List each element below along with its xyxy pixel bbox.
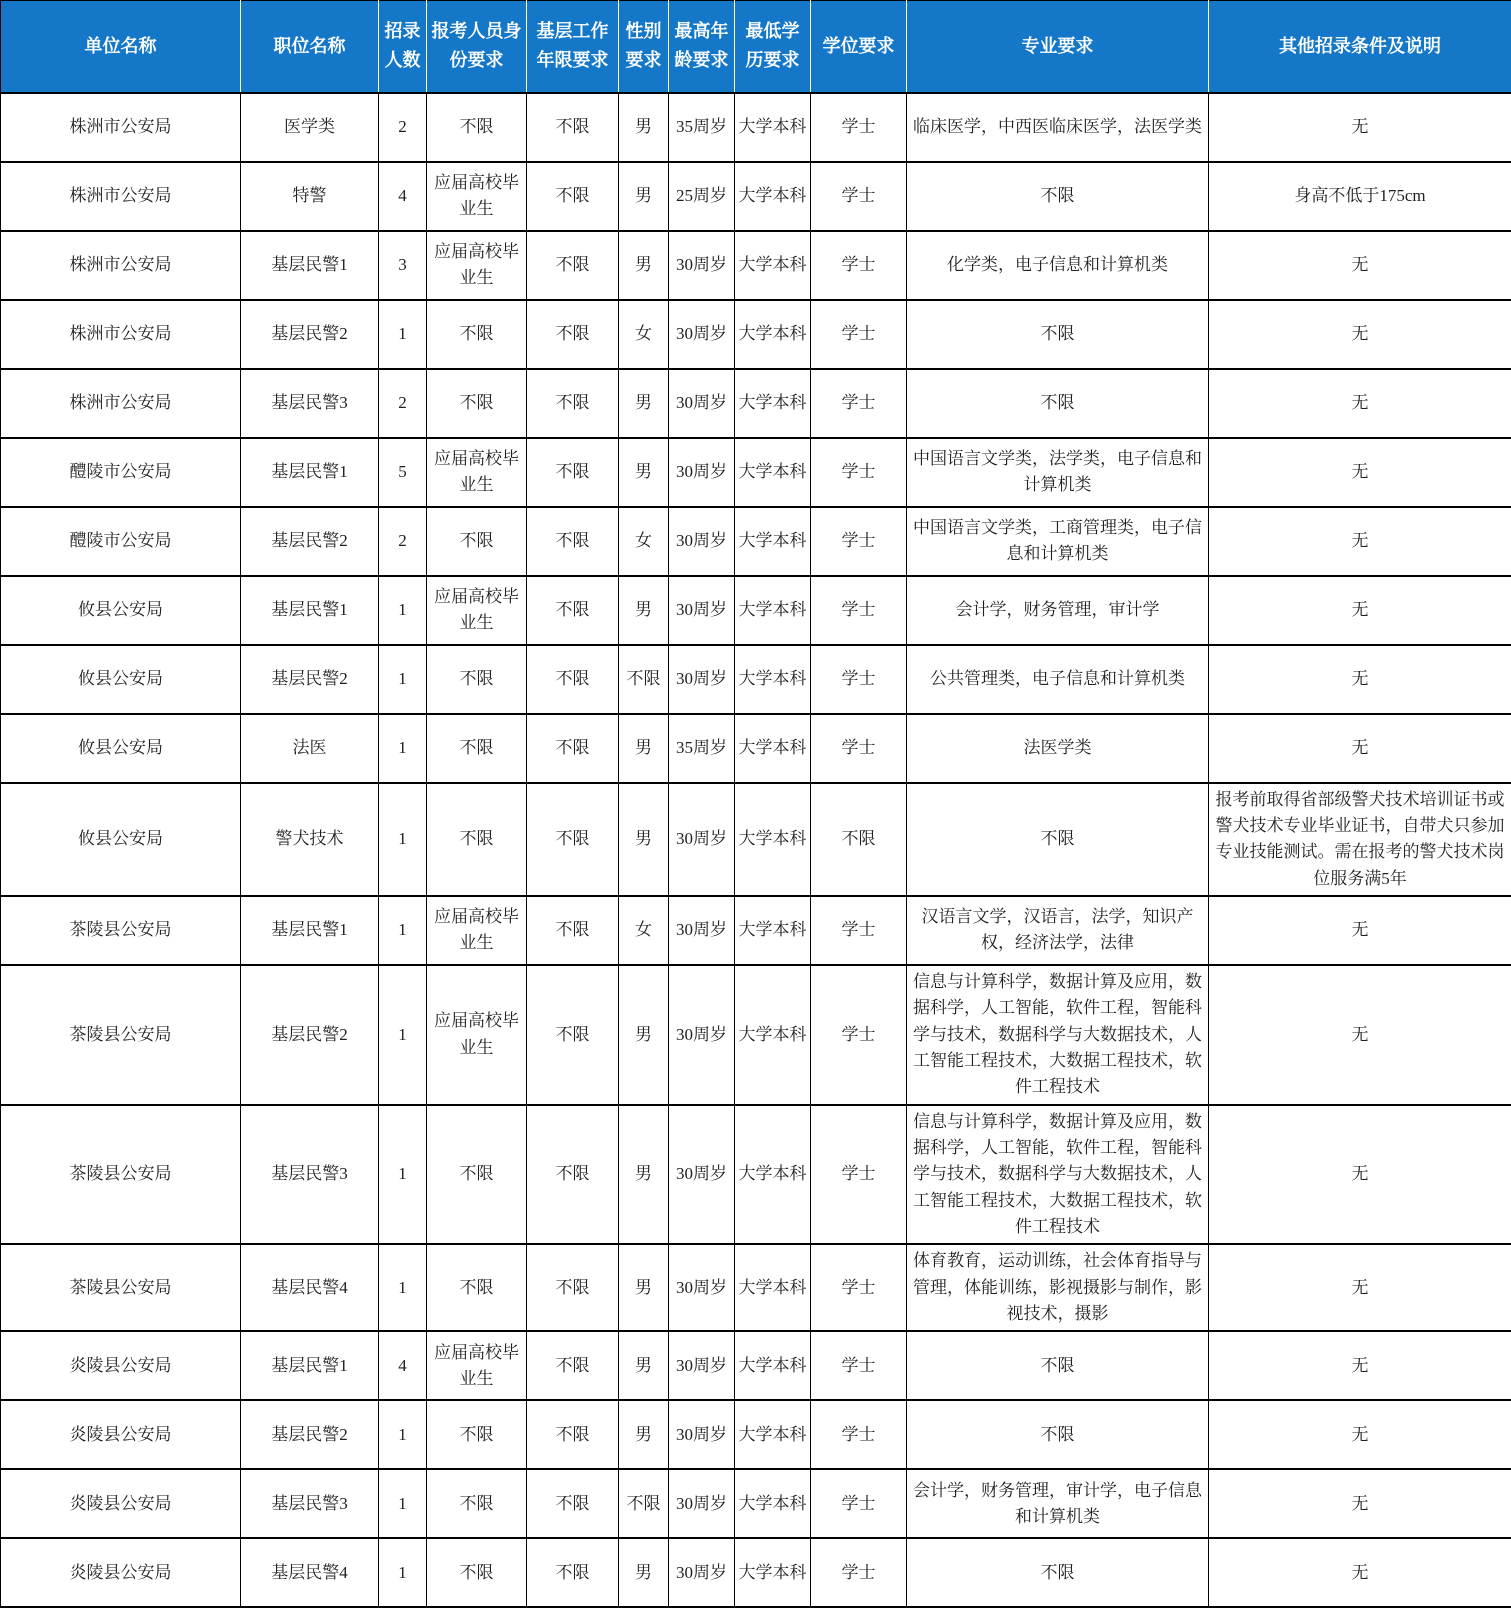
table-cell: 应届高校毕业生 [427, 965, 527, 1105]
table-cell: 1 [379, 896, 427, 965]
table-cell: 30周岁 [669, 1400, 735, 1469]
table-cell: 不限 [427, 714, 527, 783]
table-cell: 30周岁 [669, 896, 735, 965]
table-row [1, 783, 1511, 896]
table-cell: 大学本科 [735, 714, 811, 783]
table-cell: 男 [619, 965, 669, 1105]
table-cell: 基层民警1 [241, 231, 379, 300]
table-row [1, 438, 1511, 507]
table-cell: 无 [1209, 507, 1511, 576]
table-cell: 30周岁 [669, 1469, 735, 1538]
table-cell: 化学类，电子信息和计算机类 [907, 231, 1209, 300]
table-cell: 不限 [527, 1469, 619, 1538]
table-cell: 30周岁 [669, 645, 735, 714]
table-cell: 身高不低于175cm [1209, 162, 1511, 231]
table-cell: 学士 [811, 1331, 907, 1400]
table-cell: 不限 [907, 1400, 1209, 1469]
table-cell: 5 [379, 438, 427, 507]
table-cell: 攸县公安局 [1, 714, 241, 783]
table-cell: 不限 [907, 1331, 1209, 1400]
table-cell: 不限 [427, 1400, 527, 1469]
table-cell: 30周岁 [669, 438, 735, 507]
table-cell: 学士 [811, 93, 907, 162]
table-cell: 临床医学，中西医临床医学，法医学类 [907, 93, 1209, 162]
table-cell: 4 [379, 1331, 427, 1400]
table-cell: 不限 [427, 1538, 527, 1607]
table-cell: 应届高校毕业生 [427, 1331, 527, 1400]
table-cell: 无 [1209, 300, 1511, 369]
table-cell: 株洲市公安局 [1, 162, 241, 231]
table-cell: 公共管理类，电子信息和计算机类 [907, 645, 1209, 714]
column-header-4: 基层工作年限要求 [527, 1, 619, 93]
table-cell: 不限 [527, 1538, 619, 1607]
table-cell: 不限 [527, 1244, 619, 1331]
table-cell: 体育教育，运动训练，社会体育指导与管理，体能训练，影视摄影与制作，影视技术，摄影 [907, 1244, 1209, 1331]
table-cell: 1 [379, 645, 427, 714]
table-cell: 茶陵县公安局 [1, 965, 241, 1105]
table-row [1, 93, 1511, 162]
table-cell: 学士 [811, 965, 907, 1105]
table-cell: 大学本科 [735, 1244, 811, 1331]
table-cell: 大学本科 [735, 1469, 811, 1538]
table-cell: 攸县公安局 [1, 783, 241, 896]
table-cell: 不限 [907, 1538, 1209, 1607]
table-cell: 会计学，财务管理，审计学，电子信息和计算机类 [907, 1469, 1209, 1538]
table-cell: 特警 [241, 162, 379, 231]
table-cell: 不限 [527, 369, 619, 438]
table-cell: 不限 [427, 783, 527, 896]
table-cell: 不限 [427, 645, 527, 714]
table-cell: 株洲市公安局 [1, 300, 241, 369]
table-cell: 基层民警2 [241, 645, 379, 714]
table-cell: 无 [1209, 1244, 1511, 1331]
table-cell: 基层民警4 [241, 1244, 379, 1331]
table-cell: 不限 [427, 507, 527, 576]
table-row [1, 162, 1511, 231]
table-cell: 应届高校毕业生 [427, 162, 527, 231]
table-cell: 学士 [811, 438, 907, 507]
table-cell: 攸县公安局 [1, 645, 241, 714]
table-cell: 茶陵县公安局 [1, 896, 241, 965]
table-cell: 女 [619, 896, 669, 965]
table-cell: 不限 [527, 645, 619, 714]
table-cell: 基层民警1 [241, 1331, 379, 1400]
table-cell: 应届高校毕业生 [427, 896, 527, 965]
column-header-6: 最高年龄要求 [669, 1, 735, 93]
table-cell: 醴陵市公安局 [1, 507, 241, 576]
table-cell: 学士 [811, 300, 907, 369]
table-cell: 男 [619, 231, 669, 300]
column-header-5: 性别要求 [619, 1, 669, 93]
table-cell: 30周岁 [669, 576, 735, 645]
table-cell: 不限 [907, 300, 1209, 369]
table-cell: 大学本科 [735, 231, 811, 300]
table-cell: 1 [379, 1244, 427, 1331]
table-cell: 大学本科 [735, 162, 811, 231]
table-cell: 男 [619, 576, 669, 645]
table-row [1, 1400, 1511, 1469]
table-cell: 无 [1209, 714, 1511, 783]
table-cell: 不限 [527, 231, 619, 300]
table-cell: 无 [1209, 369, 1511, 438]
table-cell: 警犬技术 [241, 783, 379, 896]
table-cell: 基层民警2 [241, 300, 379, 369]
table-cell: 不限 [527, 783, 619, 896]
table-cell: 基层民警1 [241, 438, 379, 507]
table-cell: 25周岁 [669, 162, 735, 231]
table-cell: 学士 [811, 1469, 907, 1538]
table-cell: 不限 [619, 1469, 669, 1538]
table-cell: 不限 [907, 162, 1209, 231]
table-cell: 学士 [811, 1244, 907, 1331]
table-cell: 大学本科 [735, 507, 811, 576]
table-cell: 基层民警2 [241, 507, 379, 576]
table-cell: 1 [379, 1469, 427, 1538]
column-header-3: 报考人员身份要求 [427, 1, 527, 93]
table-cell: 基层民警3 [241, 1105, 379, 1245]
table-row [1, 1331, 1511, 1400]
table-row [1, 896, 1511, 965]
table-cell: 无 [1209, 1105, 1511, 1245]
table-cell: 无 [1209, 1469, 1511, 1538]
table-row [1, 1244, 1511, 1331]
table-cell: 男 [619, 714, 669, 783]
table-cell: 大学本科 [735, 576, 811, 645]
table-cell: 2 [379, 369, 427, 438]
table-cell: 学士 [811, 576, 907, 645]
table-cell: 男 [619, 1105, 669, 1245]
table-cell: 男 [619, 93, 669, 162]
table-header [1, 1, 1511, 93]
table-cell: 茶陵县公安局 [1, 1244, 241, 1331]
table-row [1, 507, 1511, 576]
table-cell: 无 [1209, 1400, 1511, 1469]
table-cell: 30周岁 [669, 369, 735, 438]
table-cell: 男 [619, 438, 669, 507]
header-row [1, 1, 1511, 93]
table-cell: 30周岁 [669, 231, 735, 300]
table-cell: 男 [619, 369, 669, 438]
table-cell: 基层民警2 [241, 965, 379, 1105]
table-cell: 大学本科 [735, 1331, 811, 1400]
table-cell: 茶陵县公安局 [1, 1105, 241, 1245]
table-cell: 1 [379, 1538, 427, 1607]
table-cell: 30周岁 [669, 783, 735, 896]
table-cell: 无 [1209, 1538, 1511, 1607]
table-cell: 法医 [241, 714, 379, 783]
table-cell: 不限 [527, 965, 619, 1105]
table-cell: 无 [1209, 438, 1511, 507]
table-cell: 学士 [811, 231, 907, 300]
table-cell: 男 [619, 162, 669, 231]
table-cell: 法医学类 [907, 714, 1209, 783]
table-cell: 学士 [811, 162, 907, 231]
table-cell: 不限 [527, 300, 619, 369]
table-cell: 不限 [527, 576, 619, 645]
table-cell: 30周岁 [669, 507, 735, 576]
table-cell: 会计学，财务管理，审计学 [907, 576, 1209, 645]
table-cell: 不限 [427, 1244, 527, 1331]
table-cell: 无 [1209, 93, 1511, 162]
table-cell: 不限 [527, 896, 619, 965]
table-cell: 男 [619, 1244, 669, 1331]
table-row [1, 714, 1511, 783]
table-cell: 35周岁 [669, 93, 735, 162]
table-cell: 大学本科 [735, 783, 811, 896]
table-cell: 基层民警1 [241, 576, 379, 645]
table-cell: 不限 [527, 714, 619, 783]
table-cell: 不限 [527, 1331, 619, 1400]
table-cell: 不限 [427, 1105, 527, 1245]
table-cell: 炎陵县公安局 [1, 1538, 241, 1607]
table-cell: 无 [1209, 1331, 1511, 1400]
column-header-7: 最低学历要求 [735, 1, 811, 93]
table-cell: 信息与计算科学，数据计算及应用，数据科学，人工智能，软件工程，智能科学与技术，数据科学与大数据技术，人工智能工程技术，大数据工程技术，软件工程技术 [907, 1105, 1209, 1245]
table-cell: 大学本科 [735, 1105, 811, 1245]
table-cell: 男 [619, 1331, 669, 1400]
table-cell: 不限 [527, 438, 619, 507]
table-cell: 1 [379, 576, 427, 645]
table-row [1, 369, 1511, 438]
table-cell: 医学类 [241, 93, 379, 162]
table-cell: 不限 [427, 1469, 527, 1538]
table-cell: 基层民警3 [241, 369, 379, 438]
column-header-0: 单位名称 [1, 1, 241, 93]
table-cell: 不限 [427, 93, 527, 162]
table-cell: 学士 [811, 369, 907, 438]
table-cell: 1 [379, 1400, 427, 1469]
table-cell: 无 [1209, 896, 1511, 965]
table-cell: 大学本科 [735, 369, 811, 438]
table-body [1, 93, 1511, 1608]
table-cell: 1 [379, 783, 427, 896]
table-cell: 不限 [811, 783, 907, 896]
table-cell: 基层民警4 [241, 1538, 379, 1607]
column-header-1: 职位名称 [241, 1, 379, 93]
table-cell: 不限 [619, 645, 669, 714]
table-cell: 女 [619, 507, 669, 576]
table-cell: 基层民警2 [241, 1400, 379, 1469]
table-cell: 大学本科 [735, 645, 811, 714]
column-header-10: 其他招录条件及说明 [1209, 1, 1511, 93]
table-row [1, 231, 1511, 300]
table-cell: 女 [619, 300, 669, 369]
table-row [1, 576, 1511, 645]
table-cell: 基层民警1 [241, 896, 379, 965]
table-cell: 大学本科 [735, 896, 811, 965]
table-cell: 学士 [811, 1538, 907, 1607]
table-cell: 不限 [527, 162, 619, 231]
table-cell: 不限 [527, 1400, 619, 1469]
table-cell: 3 [379, 231, 427, 300]
table-cell: 不限 [527, 1105, 619, 1245]
table-cell: 株洲市公安局 [1, 231, 241, 300]
table-row [1, 1105, 1511, 1245]
table-cell: 30周岁 [669, 1244, 735, 1331]
table-cell: 不限 [907, 783, 1209, 896]
table-cell: 炎陵县公安局 [1, 1331, 241, 1400]
table-cell: 学士 [811, 507, 907, 576]
table-cell: 炎陵县公安局 [1, 1400, 241, 1469]
table-cell: 2 [379, 93, 427, 162]
table-cell: 30周岁 [669, 300, 735, 369]
table-row [1, 1469, 1511, 1538]
table-cell: 1 [379, 714, 427, 783]
table-cell: 大学本科 [735, 965, 811, 1105]
table-cell: 2 [379, 507, 427, 576]
table-cell: 应届高校毕业生 [427, 576, 527, 645]
table-cell: 学士 [811, 896, 907, 965]
table-cell: 无 [1209, 645, 1511, 714]
table-cell: 学士 [811, 714, 907, 783]
table-cell: 30周岁 [669, 1538, 735, 1607]
table-cell: 大学本科 [735, 1538, 811, 1607]
table-cell: 大学本科 [735, 438, 811, 507]
table-cell: 男 [619, 1400, 669, 1469]
table-row [1, 1538, 1511, 1607]
table-cell: 不限 [427, 369, 527, 438]
table-row [1, 965, 1511, 1105]
table-cell: 30周岁 [669, 965, 735, 1105]
table-cell: 中国语言文学类，法学类，电子信息和计算机类 [907, 438, 1209, 507]
table-cell: 应届高校毕业生 [427, 438, 527, 507]
table-cell: 应届高校毕业生 [427, 231, 527, 300]
table-cell: 攸县公安局 [1, 576, 241, 645]
table-cell: 男 [619, 783, 669, 896]
column-header-9: 专业要求 [907, 1, 1209, 93]
table-cell: 大学本科 [735, 1400, 811, 1469]
table-row [1, 645, 1511, 714]
table-cell: 株洲市公安局 [1, 93, 241, 162]
table-cell: 学士 [811, 1105, 907, 1245]
table-cell: 1 [379, 1105, 427, 1245]
table-cell: 信息与计算科学，数据计算及应用，数据科学，人工智能，软件工程，智能科学与技术，数据科学与大数据技术，人工智能工程技术，大数据工程技术，软件工程技术 [907, 965, 1209, 1105]
table-cell: 不限 [527, 93, 619, 162]
table-cell: 不限 [427, 300, 527, 369]
table-cell: 男 [619, 1538, 669, 1607]
table-cell: 4 [379, 162, 427, 231]
table-row [1, 300, 1511, 369]
column-header-8: 学位要求 [811, 1, 907, 93]
table-cell: 无 [1209, 965, 1511, 1105]
table-cell: 不限 [907, 369, 1209, 438]
table-cell: 不限 [527, 507, 619, 576]
table-cell: 中国语言文学类，工商管理类，电子信息和计算机类 [907, 507, 1209, 576]
table-cell: 大学本科 [735, 300, 811, 369]
table-cell: 炎陵县公安局 [1, 1469, 241, 1538]
table-cell: 无 [1209, 231, 1511, 300]
table-cell: 基层民警3 [241, 1469, 379, 1538]
table-cell: 报考前取得省部级警犬技术培训证书或警犬技术专业毕业证书，自带犬只参加专业技能测试。需在报考的警犬技术岗位服务满5年 [1209, 783, 1511, 896]
table-cell: 35周岁 [669, 714, 735, 783]
column-header-2: 招录人数 [379, 1, 427, 93]
table-cell: 株洲市公安局 [1, 369, 241, 438]
table-cell: 汉语言文学，汉语言，法学，知识产权，经济法学，法律 [907, 896, 1209, 965]
table-cell: 1 [379, 965, 427, 1105]
table-cell: 醴陵市公安局 [1, 438, 241, 507]
table-cell: 学士 [811, 645, 907, 714]
table-cell: 大学本科 [735, 93, 811, 162]
table-cell: 1 [379, 300, 427, 369]
table-cell: 无 [1209, 576, 1511, 645]
table-cell: 30周岁 [669, 1105, 735, 1245]
table-cell: 30周岁 [669, 1331, 735, 1400]
table-cell: 学士 [811, 1400, 907, 1469]
